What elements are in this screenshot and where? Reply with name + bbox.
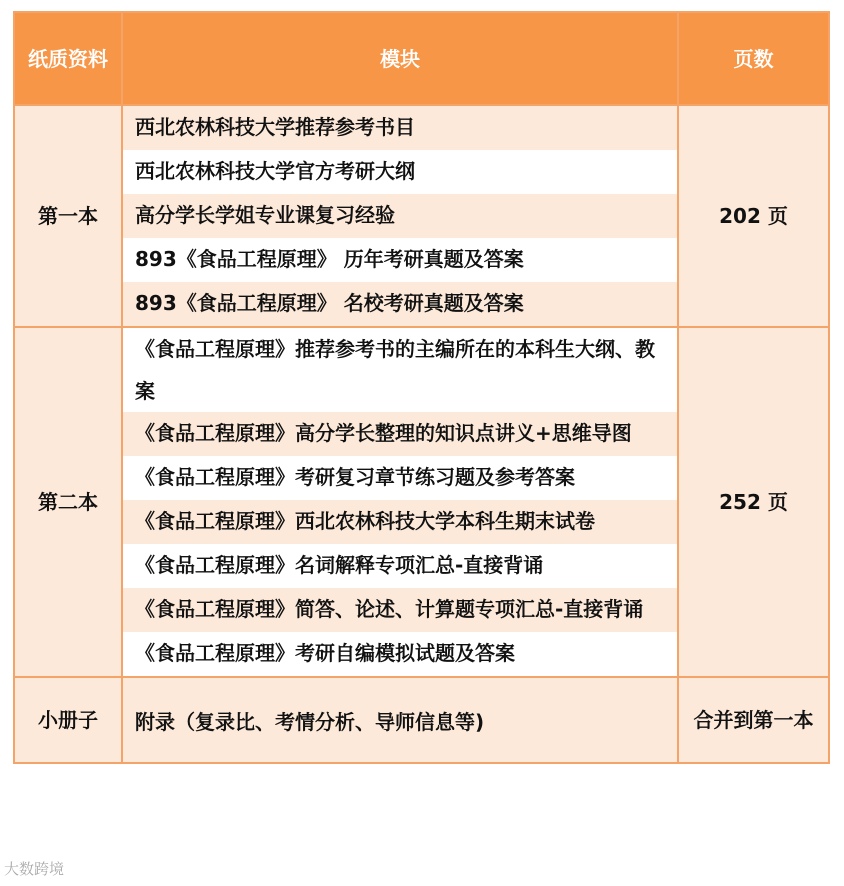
group-row-booklet [14, 677, 829, 763]
module-item: 《食品工程原理》西北农林科技大学本科生期末试卷 [123, 500, 677, 544]
header-pages: 页数 [678, 12, 829, 105]
group-row-book1 [14, 105, 829, 327]
group-name: 第一本 [14, 105, 122, 327]
group-name: 小册子 [14, 677, 122, 763]
group-row-book2 [14, 327, 829, 677]
header-materials: 纸质资料 [14, 12, 122, 105]
materials-table [13, 11, 830, 764]
module-item: 893《食品工程原理》 历年考研真题及答案 [123, 238, 677, 282]
module-item: 《食品工程原理》考研复习章节练习题及参考答案 [123, 456, 677, 500]
module-item: 《食品工程原理》推荐参考书的主编所在的本科生大纲、教案 [123, 328, 677, 412]
module-item: 西北农林科技大学官方考研大纲 [123, 150, 677, 194]
page-count: 202 页 [678, 105, 829, 327]
module-list [122, 327, 678, 677]
module-item: 《食品工程原理》考研自编模拟试题及答案 [123, 632, 677, 676]
module-item: 《食品工程原理》名词解释专项汇总-直接背诵 [123, 544, 677, 588]
header-module: 模块 [122, 12, 678, 105]
module-item: 西北农林科技大学推荐参考书目 [123, 106, 677, 150]
module-list [122, 105, 678, 327]
module-item: 高分学长学姐专业课复习经验 [123, 194, 677, 238]
page-count: 合并到第一本 [678, 677, 829, 763]
module-item: 附录（复录比、考情分析、导师信息等) [122, 677, 678, 763]
page-count: 252 页 [678, 327, 829, 677]
watermark-logo: 大数跨境 [4, 860, 65, 878]
module-item: 《食品工程原理》高分学长整理的知识点讲义+思维导图 [123, 412, 677, 456]
header-row [14, 12, 829, 105]
group-name: 第二本 [14, 327, 122, 677]
module-item: 《食品工程原理》简答、论述、计算题专项汇总-直接背诵 [123, 588, 677, 632]
module-item: 893《食品工程原理》 名校考研真题及答案 [123, 282, 677, 326]
